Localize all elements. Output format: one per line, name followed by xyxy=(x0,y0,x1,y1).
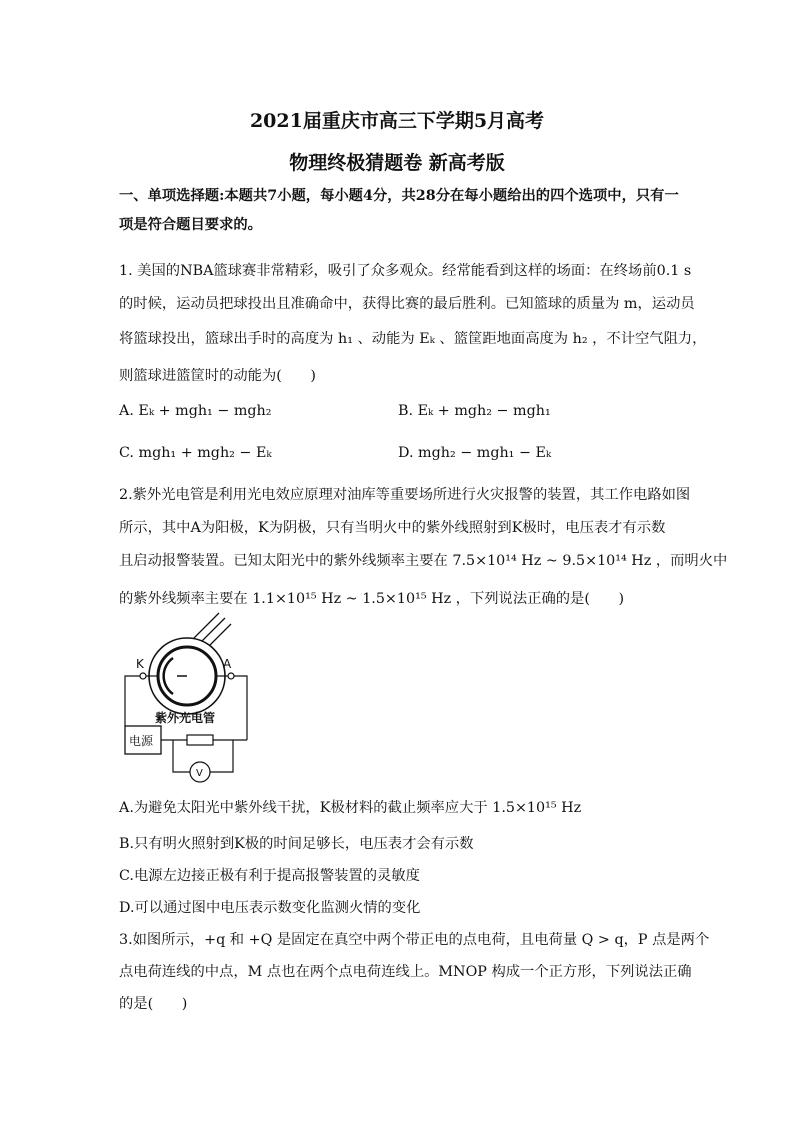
q2-option-a: A.为避免太阳光中紫外线干扰，K极材料的截止频率应大于 1.5×10¹⁵ Hz xyxy=(119,800,582,816)
q1-option-c: C. mgh₁ + mgh₂ − Eₖ xyxy=(119,445,272,461)
q2-line-1: 2.紫外光电管是利用光电效应原理对油库等重要场所进行火灾报警的装置，其工作电路如图 xyxy=(119,487,691,503)
q3-line-2: 点电荷连线的中点，M 点也在两个点电荷连线上。MNOP 构成一个正方形，下列说法正确 xyxy=(119,964,692,980)
photo-tube-circuit-figure xyxy=(115,610,260,785)
q2-option-c: C.电源左边接正极有利于提高报警装置的灵敏度 xyxy=(119,868,420,884)
q1-line-1: 1. 美国的NBA篮球赛非常精彩，吸引了众多观众。经常能看到这样的场面：在终场前0.1 s xyxy=(119,263,692,279)
exam-title: 2021届重庆市高三下学期5月高考 xyxy=(249,110,545,132)
q3-line-3: 的是( ) xyxy=(119,996,188,1012)
q2-option-d: D.可以通过图中电压表示数变化监测火情的变化 xyxy=(119,900,421,916)
section-heading-line-2: 项是符合题目要求的。 xyxy=(119,217,262,233)
anode-label: A xyxy=(223,657,232,671)
q2-option-b: B.只有明火照射到K极的时间足够长，电压表才会有示数 xyxy=(119,836,474,852)
q1-line-3: 将篮球投出，篮球出手时的高度为 h₁ 、动能为 Eₖ 、篮筐距地面高度为 h₂ ，不计空气阻力， xyxy=(119,331,707,347)
q1-option-a: A. Eₖ + mgh₁ − mgh₂ xyxy=(119,403,272,419)
q1-option-d: D. mgh₂ − mgh₁ − Eₖ xyxy=(398,445,552,461)
section-heading-line-1: 一、单项选择题:本题共7小题，每小题4分，共28分在每小题给出的四个选项中，只有一 xyxy=(119,188,679,204)
voltmeter-label: V xyxy=(196,768,203,779)
tube-label: 紫外光电管 xyxy=(155,711,216,725)
exam-subtitle: 物理终极猜题卷 新高考版 xyxy=(289,152,505,174)
q1-option-b: B. Eₖ + mgh₂ − mgh₁ xyxy=(398,403,551,419)
q3-line-1: 3.如图所示，+q 和 +Q 是固定在真空中两个带正电的点电荷，且电荷量 Q > q，P 点是两个 xyxy=(119,932,710,948)
q2-line-4: 的紫外线频率主要在 1.1×10¹⁵ Hz ~ 1.5×10¹⁵ Hz ，下列说法正确的是( ) xyxy=(119,591,625,607)
q1-line-4: 则篮球进篮筐时的动能为( ) xyxy=(119,368,317,384)
power-supply-label: 电源 xyxy=(129,734,154,748)
q2-line-3: 且启动报警装置。已知太阳光中的紫外线频率主要在 7.5×10¹⁴ Hz ~ 9.5×10¹⁴ Hz ，而明火中 xyxy=(119,553,728,569)
q1-line-2: 的时候，运动员把球投出且准确命中，获得比赛的最后胜利。已知篮球的质量为 m，运动员 xyxy=(119,296,695,312)
q2-line-2: 所示，其中A为阳极，K为阴极，只有当明火中的紫外线照射到K极时，电压表才有示数 xyxy=(119,520,666,536)
cathode-label: K xyxy=(136,657,144,671)
